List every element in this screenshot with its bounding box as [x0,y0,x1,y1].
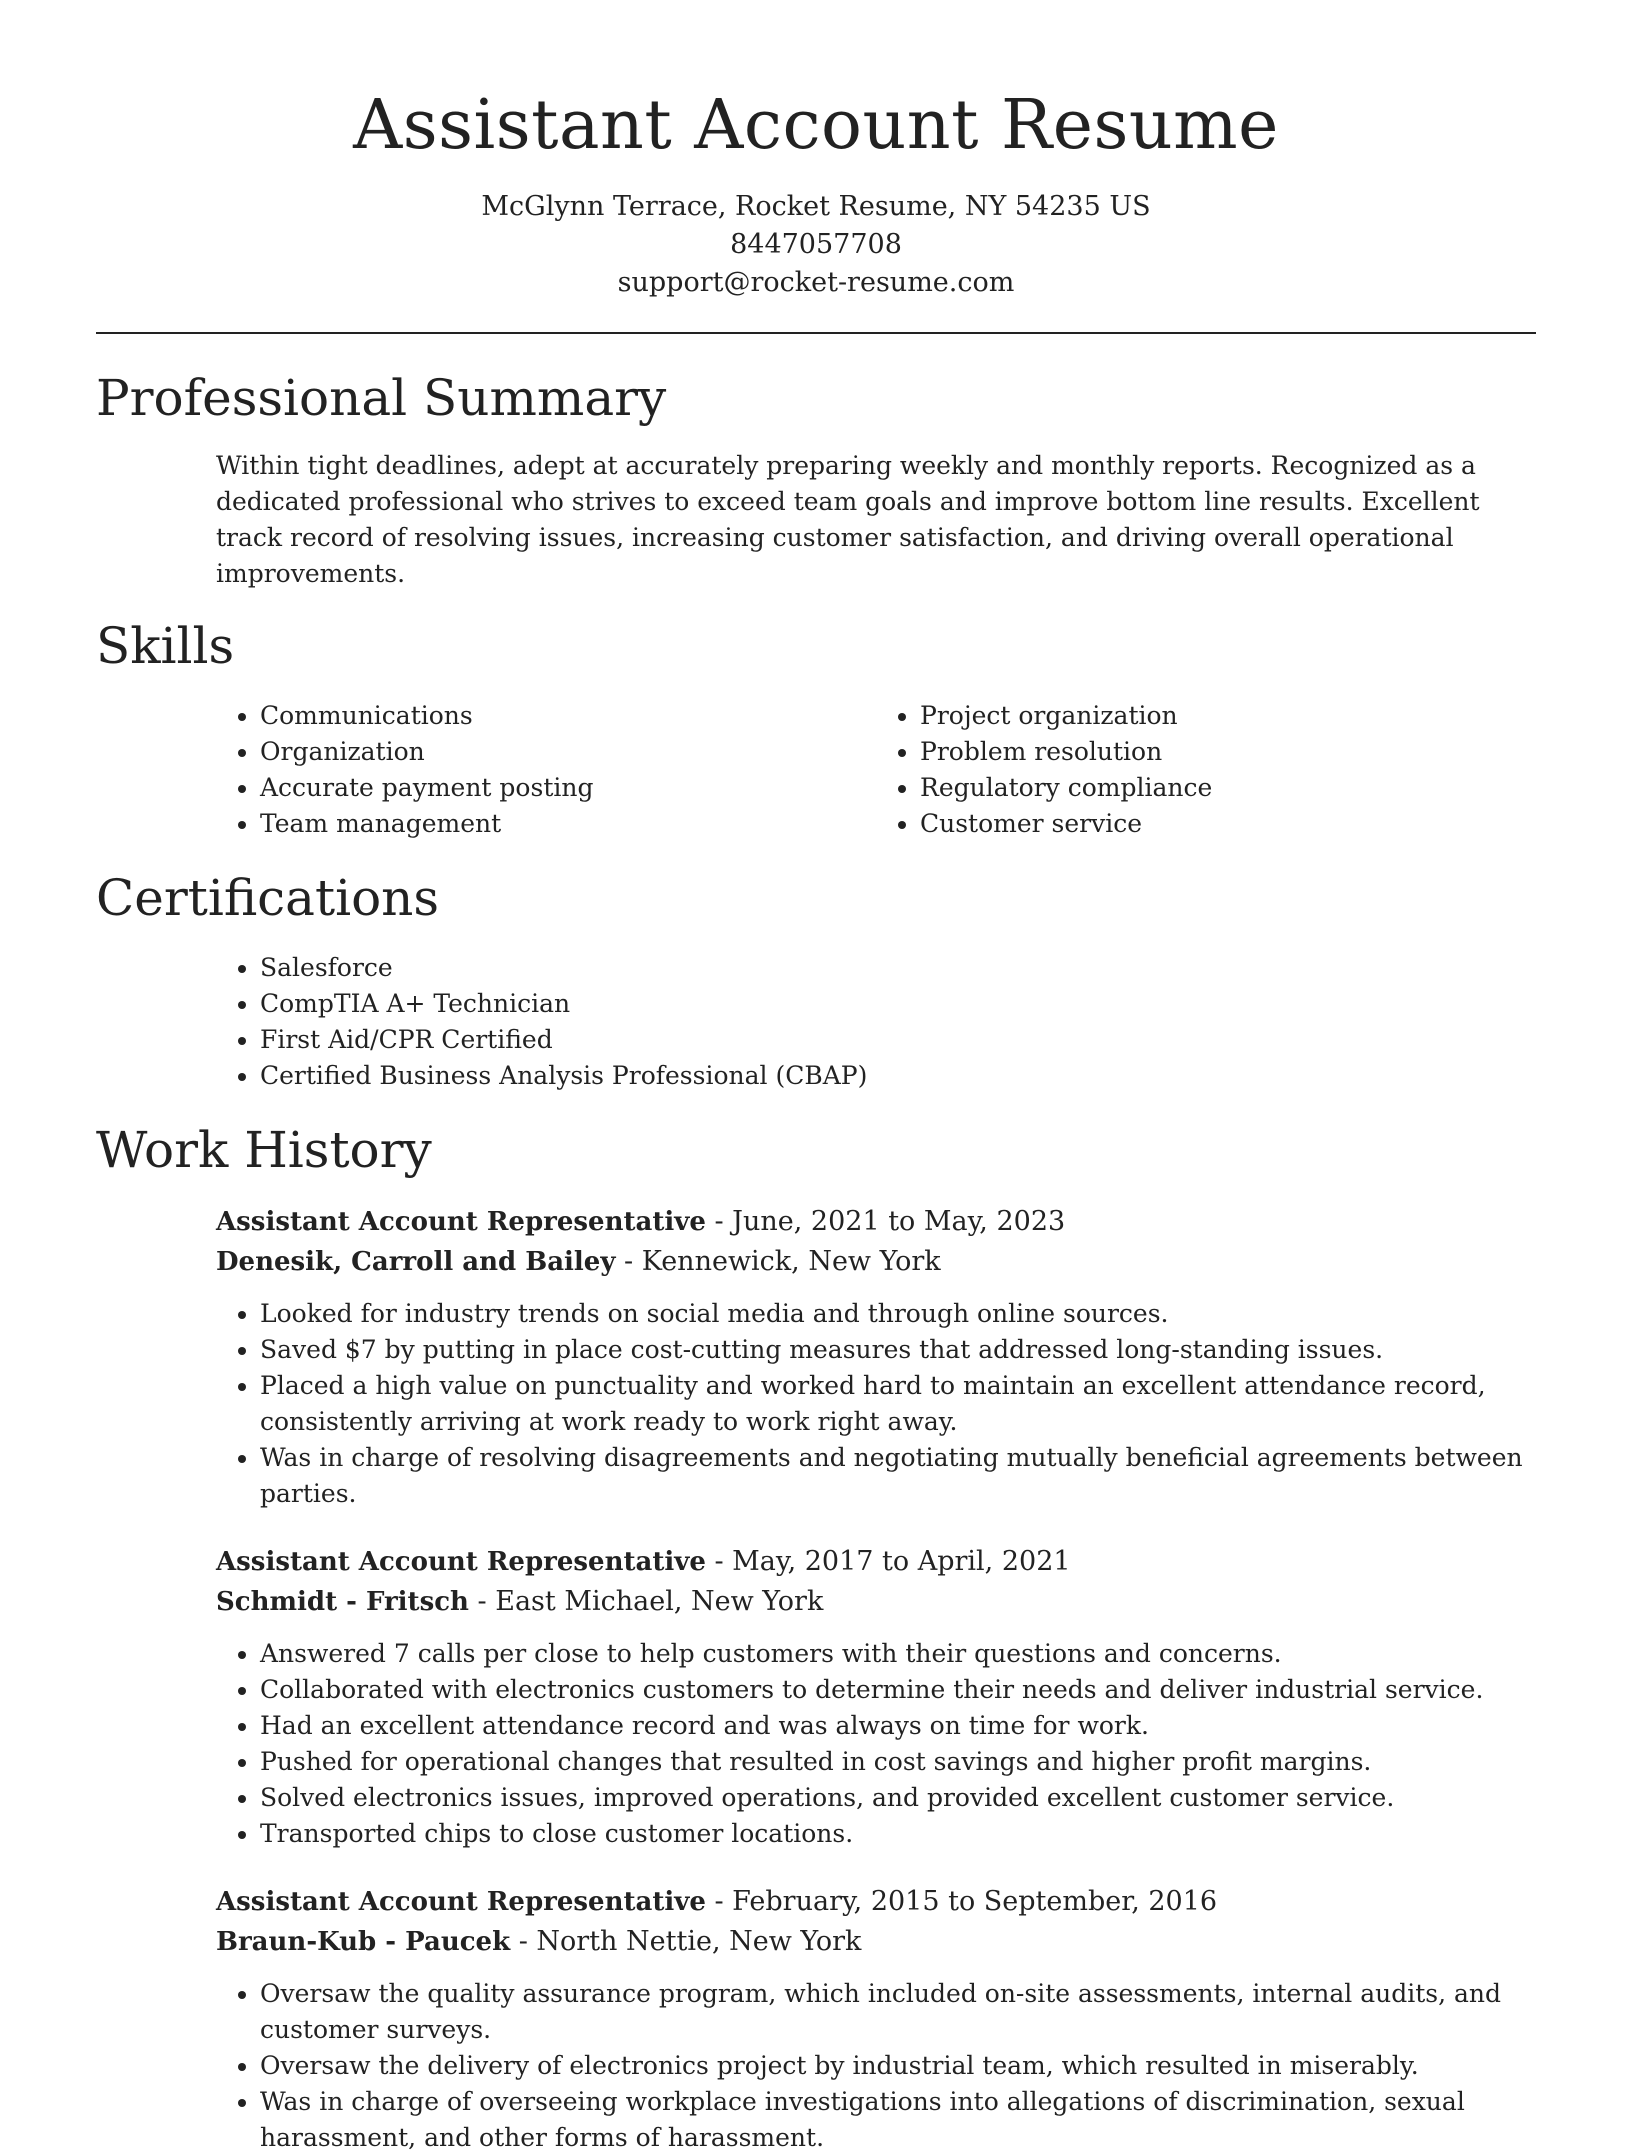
contact-block [96,188,1536,302]
job-location: - Kennewick, New York [615,1246,941,1277]
skills-section [96,616,1536,842]
job-company-line [216,1582,1536,1622]
job-company: Schmidt - Fritsch [216,1587,469,1617]
skills-columns [216,698,1536,842]
work-history-heading: Work History [96,1121,432,1179]
certification-item: • Salesforce [260,950,1536,986]
job-dates: - February, 2015 to September, 2016 [705,1886,1218,1917]
contact-address: McGlynn Terrace, Rocket Resume, NY 54235 US [481,191,1151,222]
job-bullet: • Placed a high value on punctuality and worked hard to maintain an excellent attendance record, consistently arriving at work ready to work right away. [260,1368,1536,1440]
certifications-section [96,868,1536,1094]
job-location: - North Nettie, New York [510,1926,862,1957]
contact-email: support@rocket-resume.com [617,267,1015,298]
job-location: - East Michael, New York [468,1586,824,1617]
skill-item: • Customer service [920,806,1536,842]
skill-item: • Team management [260,806,876,842]
job-company: Braun-Kub - Paucek [216,1927,511,1957]
skills-list-right [876,698,1536,842]
job-role: Assistant Account Representative [216,1547,706,1577]
skill-item: • Communications [260,698,876,734]
resume-page [96,0,1536,2156]
job-company-line [216,1922,1536,1962]
job-bullet: • Oversaw the delivery of electronics project by industrial team, which resulted in miserably. [260,2048,1536,2084]
job-bullet: • Was in charge of resolving disagreements and negotiating mutually beneficial agreements between parties. [260,1440,1536,1512]
certifications-block [216,950,1536,1094]
summary-text: Within tight deadlines, adept at accurately preparing weekly and monthly reports. Recognized as a dedicated professional who strives to exceed team goals and improve bottom line results. Excellent track record of resolving issues, increasing customer satisfaction, and driving overall operational improvements. [216,451,1480,588]
job-bullets [216,1976,1536,2156]
skill-item: • Accurate payment posting [260,770,876,806]
job-bullet: • Was in charge of overseeing workplace investigations into allegations of discrimination, sexual harassment, and other forms of harassment. [260,2084,1536,2156]
job-bullet: • Collaborated with electronics customers to determine their needs and deliver industrial service. [260,1672,1536,1708]
job-title-line [216,1542,1536,1582]
skill-item: • Organization [260,734,876,770]
resume-title: Assistant Account Resume [353,86,1279,165]
certification-item: • Certified Business Analysis Professional (CBAP) [260,1058,1536,1094]
job-bullet: • Saved $7 by putting in place cost-cutting measures that addressed long-standing issues. [260,1332,1536,1368]
job-role: Assistant Account Representative [216,1207,706,1237]
job-title-line [216,1882,1536,1922]
job-entry [216,1882,1536,2156]
job-bullets [216,1296,1536,1512]
certification-item: • CompTIA A+ Technician [260,986,1536,1022]
job-dates: - May, 2017 to April, 2021 [705,1546,1071,1577]
skill-item: • Project organization [920,698,1536,734]
job-company: Denesik, Carroll and Bailey [216,1247,616,1277]
certifications-heading: Certifications [96,869,440,927]
job-title-line [216,1202,1536,1242]
skills-heading: Skills [96,617,235,675]
job-entry [216,1202,1536,1512]
certifications-list [216,950,1536,1094]
certification-item: • First Aid/CPR Certified [260,1022,1536,1058]
work-history-section [96,1120,1536,2156]
job-bullet: • Oversaw the quality assurance program, which included on-site assessments, internal audits, and customer surveys. [260,1976,1536,2048]
job-dates: - June, 2021 to May, 2023 [705,1206,1066,1237]
job-bullet: • Pushed for operational changes that resulted in cost savings and higher profit margins. [260,1744,1536,1780]
skill-item: • Problem resolution [920,734,1536,770]
skills-list-left [216,698,876,842]
job-entry [216,1542,1536,1852]
job-bullet: • Answered 7 calls per close to help customers with their questions and concerns. [260,1636,1536,1672]
header-divider [96,332,1536,334]
contact-phone: 8447057708 [730,229,902,260]
skill-item: • Regulatory compliance [920,770,1536,806]
job-bullet: • Looked for industry trends on social media and through online sources. [260,1296,1536,1332]
job-bullet: • Transported chips to close customer locations. [260,1816,1536,1852]
job-bullets [216,1636,1536,1852]
job-company-line [216,1242,1536,1282]
job-bullet: • Had an excellent attendance record and was always on time for work. [260,1708,1536,1744]
summary-section [96,368,1536,592]
job-bullet: • Solved electronics issues, improved operations, and provided excellent customer service. [260,1780,1536,1816]
job-role: Assistant Account Representative [216,1887,706,1917]
summary-heading: Professional Summary [96,369,667,427]
